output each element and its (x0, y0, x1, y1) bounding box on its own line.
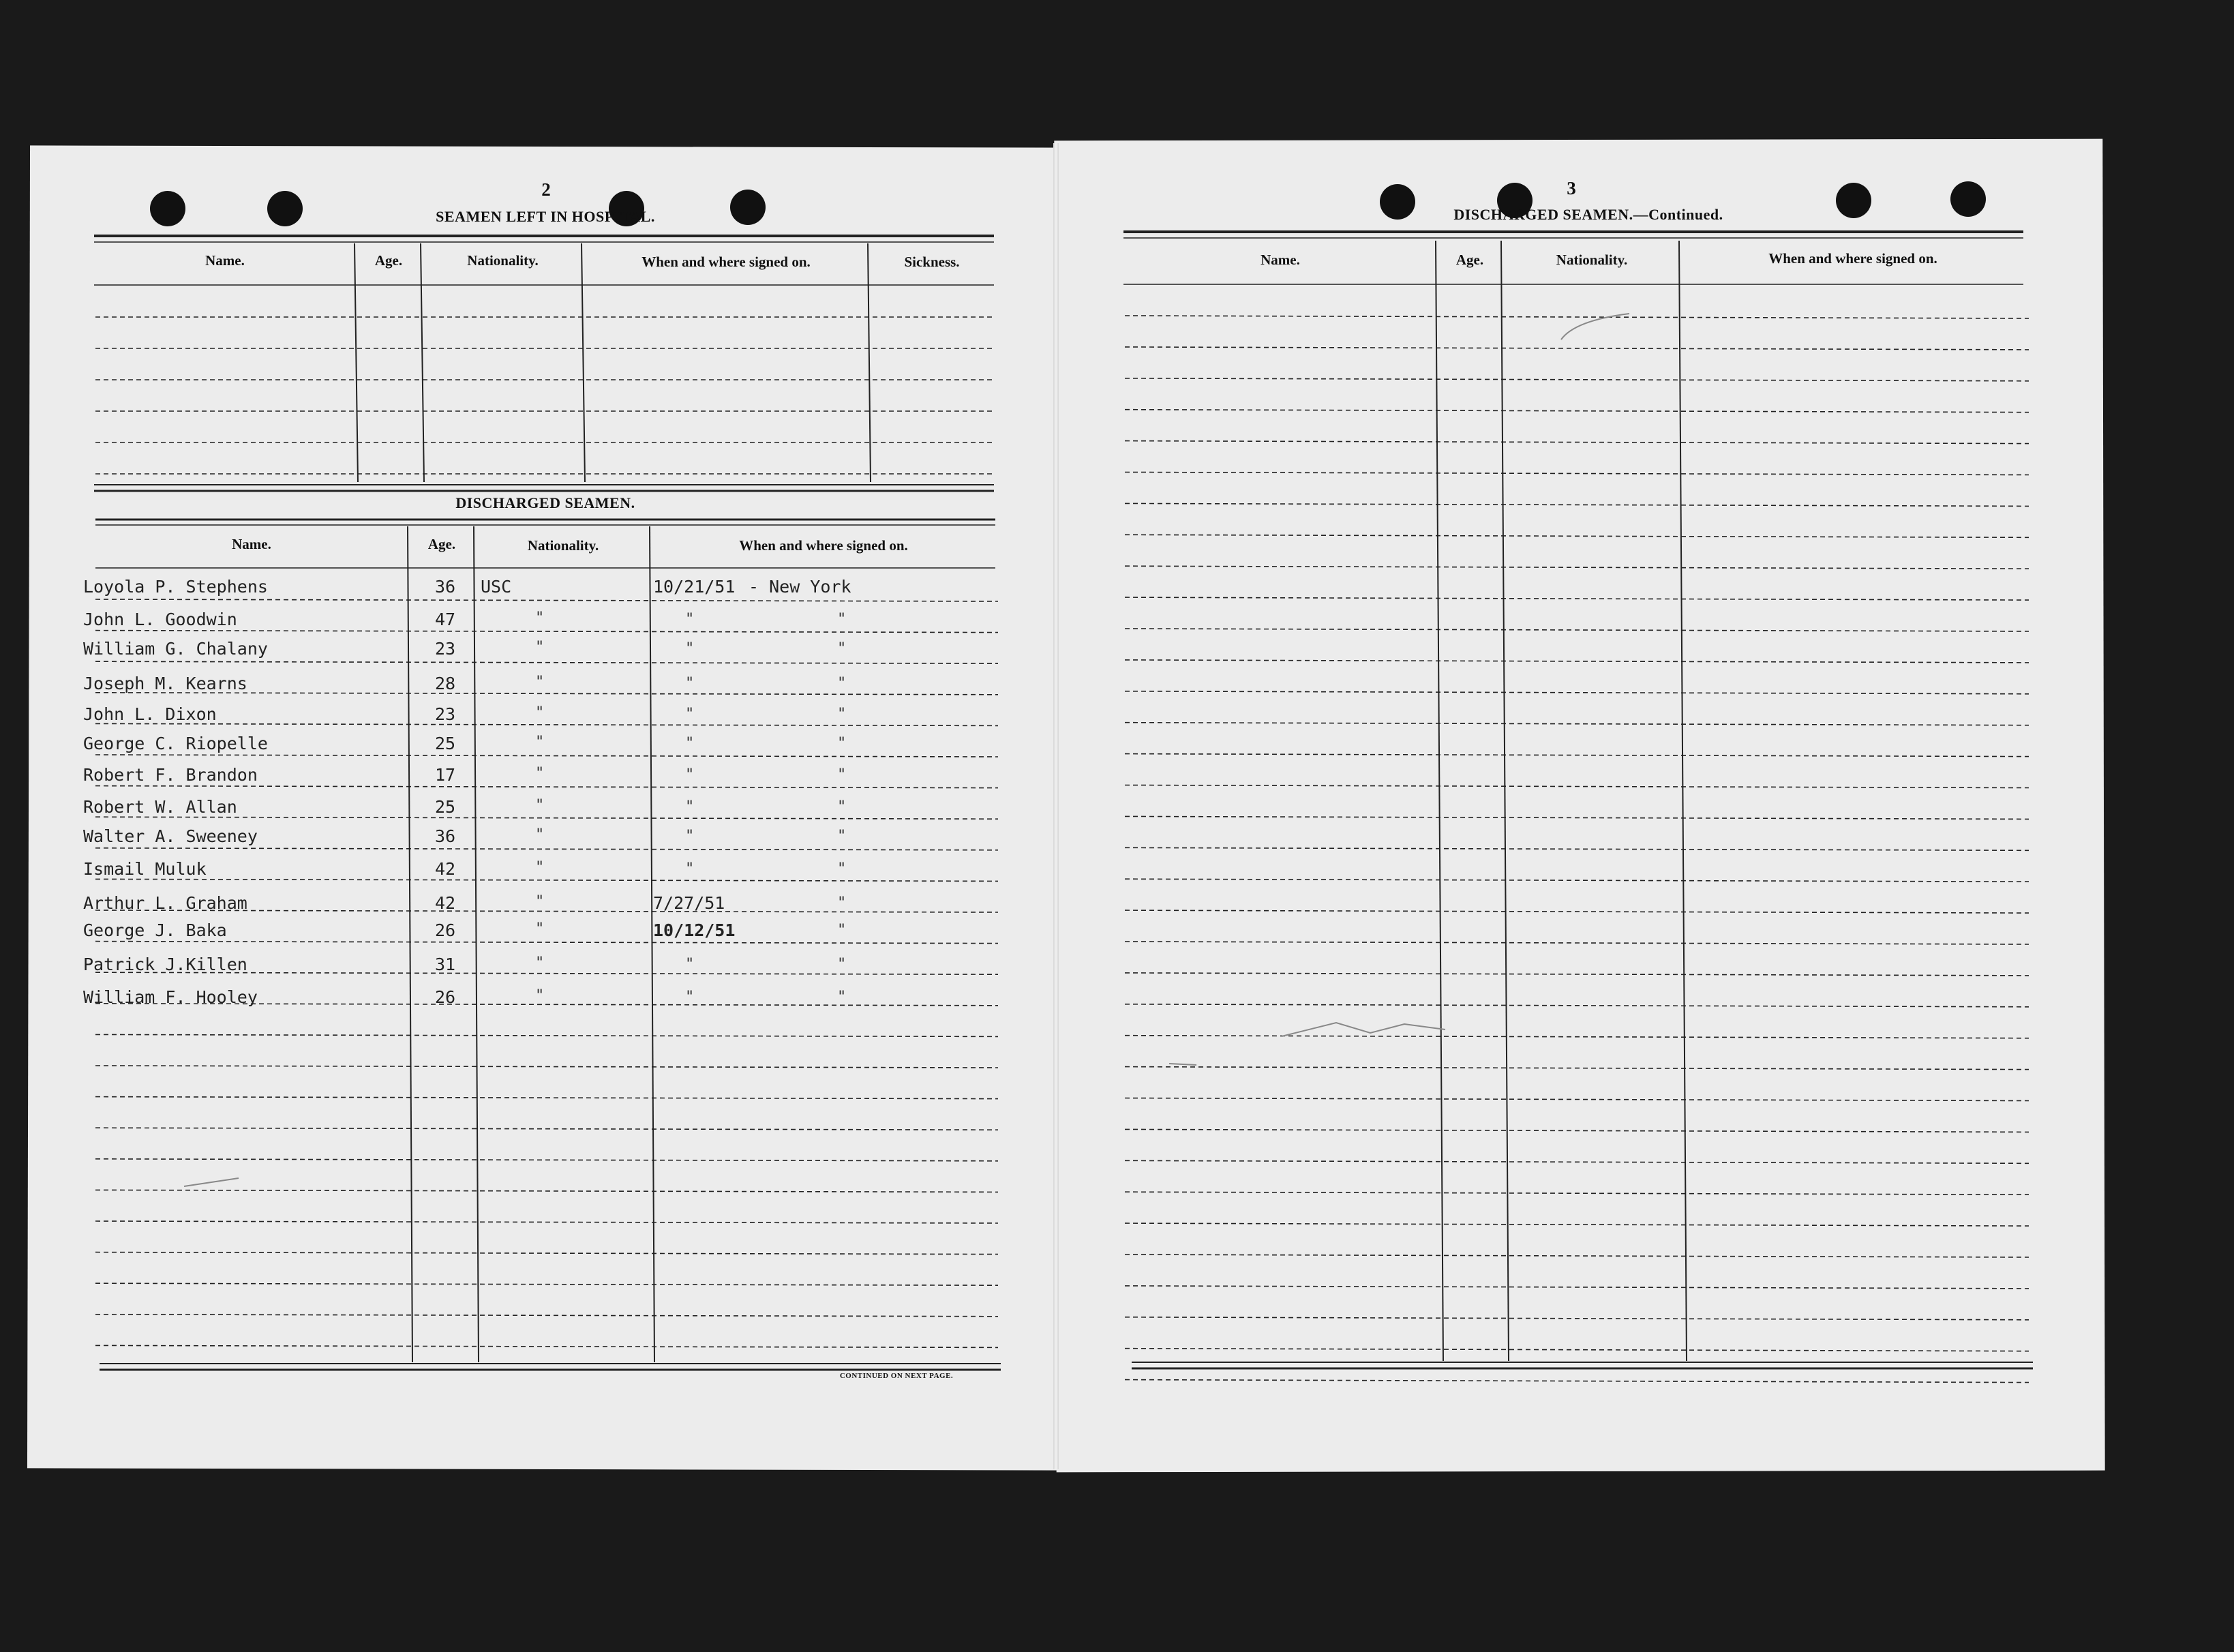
hospital-col-sickness: Sickness. (904, 254, 960, 270)
nationality-ditto: " (535, 955, 545, 972)
nationality-ditto: " (535, 826, 545, 843)
nationality-ditto: " (535, 765, 545, 782)
signed-on-place-ditto: " (837, 675, 847, 692)
signed-on-place-ditto: " (837, 989, 847, 1006)
page-number: 3 (1567, 178, 1576, 198)
signed-on-place-ditto: " (837, 895, 847, 912)
signed-on-date: 7/27/51 (653, 893, 725, 913)
seaman-name: Joseph M. Kearns (83, 674, 247, 693)
seaman-nationality: USC (481, 577, 512, 597)
seaman-age: 25 (435, 797, 456, 817)
seaman-name: John L. Goodwin (83, 610, 237, 629)
nationality-ditto: " (535, 859, 545, 876)
right-col-signed-on: When and where signed on. (1768, 250, 1937, 267)
seaman-name: Arthur L. Graham (83, 893, 247, 913)
signed-on-place-ditto: " (837, 735, 847, 752)
signed-on-ditto: " (685, 860, 695, 877)
signed-on-date: 10/21/51 (653, 577, 736, 597)
seaman-age: 36 (435, 577, 456, 597)
discharged-col-name: Name. (232, 536, 271, 552)
seaman-name: William G. Chalany (83, 639, 268, 659)
nationality-ditto: " (535, 704, 545, 721)
seaman-name: Loyola P. Stephens (83, 577, 268, 597)
signed-on-place-ditto: " (837, 956, 847, 973)
seaman-age: 23 (435, 704, 456, 724)
signed-on-place-ditto: " (837, 828, 847, 845)
signed-on-place-ditto: " (837, 860, 847, 877)
nationality-ditto: " (535, 920, 545, 937)
signed-on-ditto: " (685, 706, 695, 723)
signed-on-place: - New York (749, 577, 851, 597)
seaman-age: 42 (435, 859, 456, 879)
seaman-age: 26 (435, 920, 456, 940)
signed-on-place-ditto: " (837, 766, 847, 783)
seaman-name: William F. Hooley (83, 987, 258, 1007)
hospital-col-name: Name. (205, 252, 245, 269)
nationality-ditto: " (535, 674, 545, 691)
seaman-age: 28 (435, 674, 456, 693)
hospital-col-age: Age. (374, 252, 403, 269)
signed-on-ditto: " (685, 989, 695, 1006)
nationality-ditto: " (535, 734, 545, 751)
signed-on-place-ditto: " (837, 798, 847, 815)
seaman-name: Patrick J.Killen (83, 955, 247, 974)
seaman-name: John L. Dixon (83, 704, 217, 724)
signed-on-date: 10/12/51 (653, 920, 736, 940)
right-col-name: Name. (1261, 252, 1300, 268)
signed-on-place-ditto: " (837, 611, 847, 628)
seaman-name: Ismail Muluk (83, 859, 207, 879)
section-title-hospital: SEAMEN LEFT IN HOSPITAL. (436, 208, 655, 225)
signed-on-ditto: " (685, 611, 695, 628)
page-number: 2 (541, 179, 551, 200)
section-title-discharged: DISCHARGED SEAMEN. (455, 494, 635, 511)
discharged-col-age: Age. (427, 536, 456, 552)
seaman-age: 26 (435, 987, 456, 1007)
section-title-discharged-continued: DISCHARGED SEAMEN.—Continued. (1453, 206, 1723, 223)
continued-note: CONTINUED ON NEXT PAGE. (839, 1372, 954, 1380)
seaman-age: 23 (435, 639, 456, 659)
signed-on-ditto: " (685, 766, 695, 783)
signed-on-ditto: " (685, 735, 695, 752)
seaman-age: 17 (435, 765, 456, 785)
signed-on-ditto: " (685, 798, 695, 815)
nationality-ditto: " (535, 610, 545, 627)
signed-on-place-ditto: " (837, 706, 847, 723)
signed-on-place-ditto: " (837, 640, 847, 657)
nationality-ditto: " (535, 797, 545, 814)
seaman-age: 47 (435, 610, 456, 629)
discharged-col-nationality: Nationality. (527, 537, 599, 554)
seaman-age: 36 (435, 826, 456, 846)
seaman-age: 42 (435, 893, 456, 913)
nationality-ditto: " (535, 893, 545, 910)
hospital-col-nationality: Nationality. (467, 252, 539, 269)
seaman-name: Walter A. Sweeney (83, 826, 258, 846)
signed-on-ditto: " (685, 828, 695, 845)
right-col-age: Age. (1455, 252, 1484, 268)
signed-on-ditto: " (685, 675, 695, 692)
seaman-name: George C. Riopelle (83, 734, 268, 753)
seaman-age: 31 (435, 955, 456, 974)
signed-on-ditto: " (685, 956, 695, 973)
discharged-col-signed-on: When and where signed on. (739, 537, 908, 554)
seaman-age: 25 (435, 734, 456, 753)
nationality-ditto: " (535, 987, 545, 1004)
hospital-col-signed-on: When and where signed on. (641, 254, 811, 270)
right-col-nationality: Nationality. (1556, 252, 1628, 268)
seaman-name: Robert W. Allan (83, 797, 237, 817)
seaman-name: George J. Baka (83, 920, 227, 940)
signed-on-ditto: " (685, 640, 695, 657)
nationality-ditto: " (535, 639, 545, 656)
seaman-name: Robert F. Brandon (83, 765, 258, 785)
signed-on-place-ditto: " (837, 922, 847, 939)
